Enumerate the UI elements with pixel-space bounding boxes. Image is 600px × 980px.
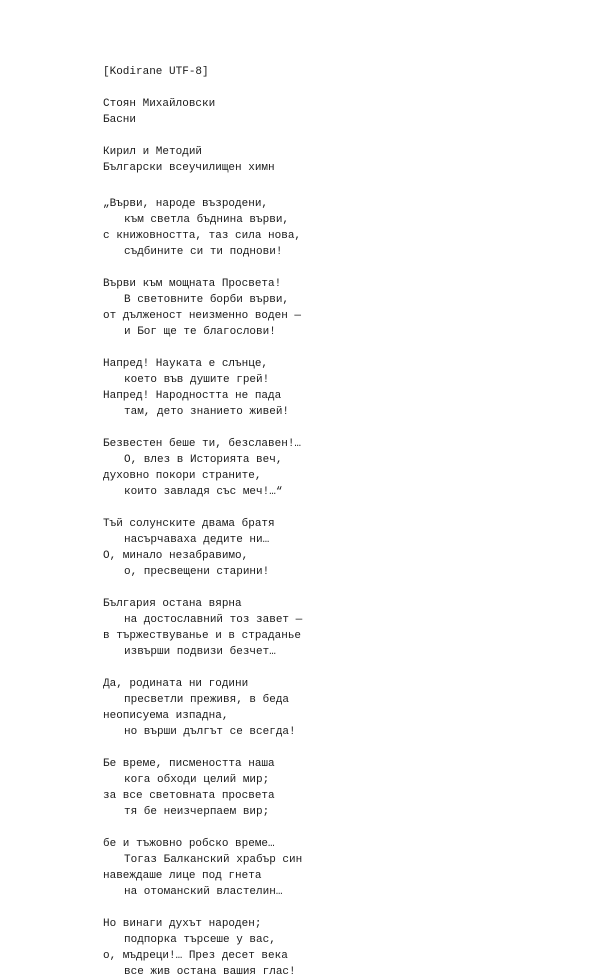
stanza-spacer [103, 340, 583, 356]
stanza [103, 756, 583, 820]
verse-line: там, дето знанието живей! [124, 406, 290, 418]
stanza [103, 916, 583, 980]
verse-line: Върви към мощната Просвета! [103, 278, 282, 290]
stanza [103, 276, 583, 340]
stanza-spacer [103, 500, 583, 516]
verse-line: съдбините си ти поднови! [124, 246, 283, 258]
verse-line: което във душите грей! [124, 374, 270, 386]
stanza-spacer [103, 820, 583, 836]
verse-line: неописуема изпадна, [103, 710, 229, 722]
verse-line: бе и тъжовно робско време… [103, 838, 275, 850]
verse-line: навеждаше лице под гнета [103, 870, 262, 882]
stanza-spacer [103, 740, 583, 756]
collection-title: Басни [103, 114, 137, 126]
poem-title: Кирил и Методий [103, 146, 203, 158]
verse-line: о, пресвещени старини! [124, 566, 270, 578]
poem-subtitle: Български всеучилищен химн [103, 162, 275, 174]
document-page [103, 64, 583, 980]
verse-line: Тогаз Балканский храбър син [124, 854, 303, 866]
verse-line: Тъй солунските двама братя [103, 518, 275, 530]
verse-line: и Бог ще те благослови! [124, 326, 276, 338]
verse-line: които завладя със меч!…“ [124, 486, 283, 498]
stanza [103, 836, 583, 900]
stanza-spacer [103, 420, 583, 436]
verse-line: от дълженост неизменно воден — [103, 310, 302, 322]
spacer [103, 176, 583, 196]
verse-line: България остана вярна [103, 598, 242, 610]
poem-body [103, 196, 583, 980]
verse-line: но върши дългът се всегда! [124, 726, 296, 738]
verse-line: о, мъдреци!… През десет века [103, 950, 288, 962]
verse-line: духовно покори страните, [103, 470, 262, 482]
stanza [103, 196, 583, 260]
stanza-spacer [103, 660, 583, 676]
verse-line: Напред! Науката е слънце, [103, 358, 269, 370]
verse-line: в тържествуванье и в страданье [103, 630, 302, 642]
verse-line: Бе време, писмеността наша [103, 758, 275, 770]
stanza [103, 516, 583, 580]
verse-line: с книжовността, таз сила нова, [103, 230, 302, 242]
stanza [103, 596, 583, 660]
verse-line: В световните борби върви, [124, 294, 290, 306]
verse-line: на достославний тоз завет — [124, 614, 303, 626]
verse-line: Но винаги духът народен; [103, 918, 262, 930]
verse-line: пресветли преживя, в беда [124, 694, 290, 706]
stanza-spacer [103, 260, 583, 276]
stanza-spacer [103, 580, 583, 596]
verse-line: кога обходи целий мир; [124, 774, 270, 786]
encoding-note: [Kodirane UTF-8] [103, 66, 209, 78]
stanza [103, 356, 583, 420]
verse-line: на отоманский властелин… [124, 886, 283, 898]
verse-line: О, минало незабравимо, [103, 550, 249, 562]
spacer [103, 80, 583, 96]
verse-line: Безвестен беше ти, безславен!… [103, 438, 302, 450]
verse-line: насърчаваха дедите ни… [124, 534, 270, 546]
verse-line: за все световната просвета [103, 790, 275, 802]
verse-line: О, влез в Историята веч, [124, 454, 283, 466]
author-name: Стоян Михайловски [103, 98, 216, 110]
stanza-spacer [103, 900, 583, 916]
spacer [103, 128, 583, 144]
stanza [103, 436, 583, 500]
verse-line: подпорка търсеше у вас, [124, 934, 276, 946]
verse-line: тя бе неизчерпаем вир; [124, 806, 270, 818]
verse-line: към светла бъднина върви, [124, 214, 290, 226]
verse-line: „Върви, народе възродени, [103, 198, 269, 210]
verse-line: Да, родината ни години [103, 678, 249, 690]
verse-line: Напред! Народността не пада [103, 390, 282, 402]
verse-line: извърши подвизи безчет… [124, 646, 276, 658]
stanza [103, 676, 583, 740]
verse-line: все жив остана вашия глас! [124, 966, 296, 978]
